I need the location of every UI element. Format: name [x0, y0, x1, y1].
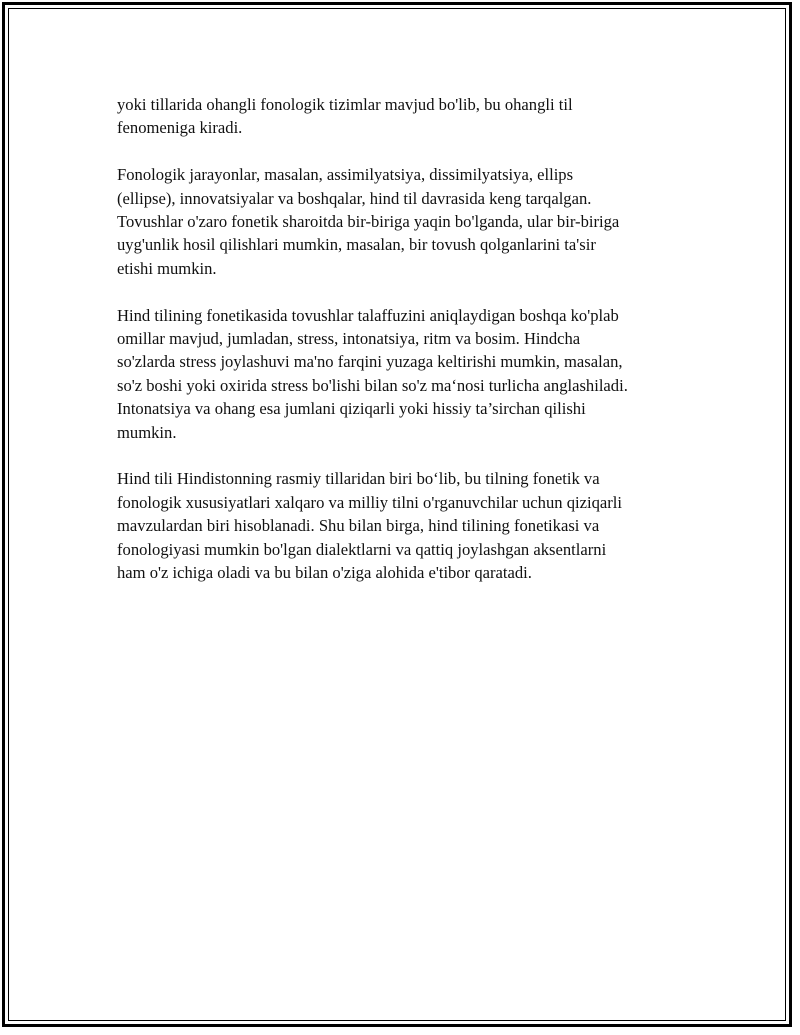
text-line: fenomeniga kiradi.: [117, 118, 243, 138]
text-line: so'zlarda stress joylashuvi ma'no farqini yuzaga keltirishi mumkin, masalan,: [117, 352, 623, 372]
text-line: mumkin.: [117, 422, 177, 442]
text-line: mavzulardan biri hisoblanadi. Shu bilan birga, hind tilining fonetikasi va: [117, 516, 600, 536]
text-line: Hind tili Hindistonning rasmiy tillaridan biri bo‘lib, bu tilning fonetik va: [117, 469, 600, 489]
text-line: Hind tilining fonetikasida tovushlar talaffuzini aniqlaydigan boshqa ko'plab: [117, 305, 619, 325]
paragraph-2: [117, 163, 697, 280]
text-line: Tovushlar o'zaro fonetik sharoitda bir-biriga yaqin bo'lganda, ular bir-biriga: [117, 212, 620, 232]
text-line: fonologiyasi mumkin bo'lgan dialektlarni va qattiq joylashgan aksentlarni: [117, 539, 607, 559]
text-line: fonologik xususiyatlari xalqaro va milliy tilni o'rganuvchilar uchun qiziqarli: [117, 492, 622, 512]
paragraph-3: [117, 304, 697, 444]
text-line: uyg'unlik hosil qilishlari mumkin, masalan, bir tovush qolganlarini ta'sir: [117, 235, 596, 255]
paragraph-1: [117, 93, 697, 140]
text-line: Fonologik jarayonlar, masalan, assimilyatsiya, dissimilyatsiya, ellips: [117, 165, 574, 185]
text-line: yoki tillarida ohangli fonologik tizimlar mavjud bo'lib, bu ohangli til: [117, 95, 573, 114]
text-line: Intonatsiya va ohang esa jumlani qiziqarli yoki hissiy ta’sirchan qilishi: [117, 399, 586, 419]
text-line: ham o'z ichiga oladi va bu bilan o'ziga alohida e'tibor qaratadi.: [117, 563, 532, 583]
text-line: so'z boshi yoki oxirida stress bo'lishi bilan so'z ma‘nosi turlicha anglashiladi.: [117, 375, 628, 395]
paragraph-4: [117, 467, 697, 584]
text-line: omillar mavjud, jumladan, stress, intonatsiya, ritm va bosim. Hindcha: [117, 329, 581, 349]
text-line: etishi mumkin.: [117, 258, 217, 278]
text-line: (ellipse), innovatsiyalar va boshqalar, hind til davrasida keng tarqalgan.: [117, 188, 592, 208]
document-body: [117, 93, 697, 608]
